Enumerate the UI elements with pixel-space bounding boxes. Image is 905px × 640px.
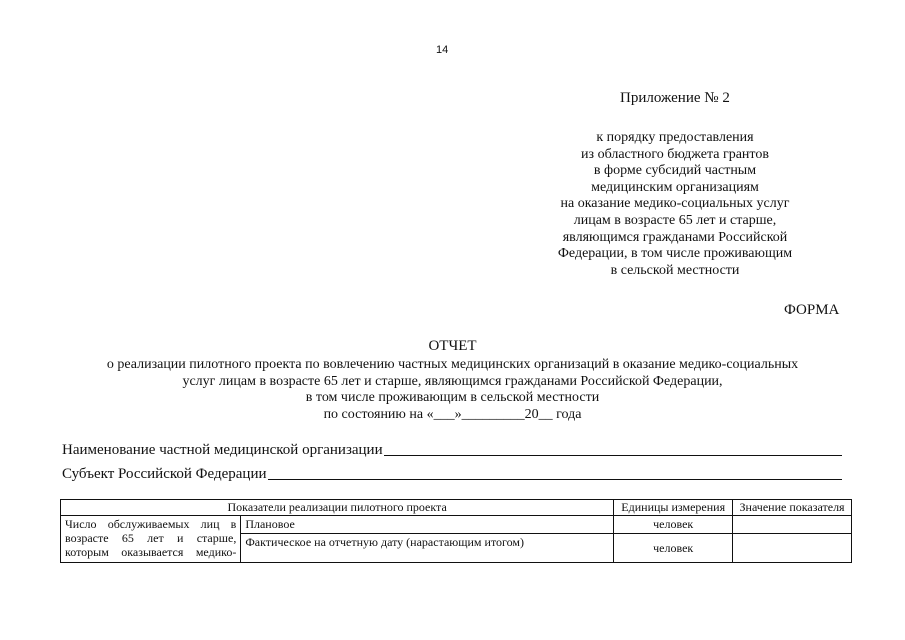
header-units: Единицы измерения xyxy=(614,500,733,516)
table-row xyxy=(61,516,852,534)
basis-line: лицам в возрасте 65 лет и старше, xyxy=(573,212,777,228)
org-name-field xyxy=(62,442,842,459)
row-label-planned: Плановое xyxy=(241,516,614,534)
basis-line: Федерации, в том числе проживающим xyxy=(557,246,793,262)
subject-field xyxy=(62,466,842,483)
appendix-heading: Приложение № 2 xyxy=(620,90,730,106)
group-label-line: возрасте 65 лет и старше, xyxy=(65,531,237,545)
group-label-cell xyxy=(61,516,241,563)
basis-line: в форме субсидий частным xyxy=(593,163,757,179)
row-unit-planned: человек xyxy=(614,516,733,534)
subtitle-line: о реализации пилотного проекта по вовлечению частных медицинских организаций в оказание медико-социальных xyxy=(106,357,799,372)
basis-line: к порядку предоставления xyxy=(596,130,754,145)
basis-line: медицинским организациям xyxy=(591,179,759,195)
row-label-actual: Фактическое на отчетную дату (нарастающим итогом) xyxy=(241,534,614,563)
subtitle-line: услуг лицам в возрасте 65 лет и старше, являющимся гражданами Российской Федерации, xyxy=(182,373,723,389)
subtitle-line: в том числе проживающим в сельской местности xyxy=(305,390,600,405)
report-subtitle xyxy=(40,357,865,423)
org-name-label: Наименование частной медицинской организации xyxy=(62,442,383,458)
page-number: 14 xyxy=(436,44,449,56)
indicators-table xyxy=(60,499,852,563)
basis-line: из областного бюджета грантов xyxy=(581,146,769,162)
group-label-line: Число обслуживаемых лиц в xyxy=(65,517,237,531)
report-title: ОТЧЕТ xyxy=(428,338,477,354)
subject-label: Субъект Российской Федерации xyxy=(62,466,267,482)
row-value-planned xyxy=(733,516,852,534)
subject-blank-line xyxy=(268,478,842,480)
header-value: Значение показателя xyxy=(733,500,852,516)
row-unit-actual: человек xyxy=(614,534,733,563)
basis-line: на оказание медико-социальных услуг xyxy=(560,196,790,212)
basis-line: в сельской местности xyxy=(610,262,740,278)
row-value-actual xyxy=(733,534,852,563)
appendix-basis-block xyxy=(520,130,830,279)
report-date-line: по состоянию на «___»_________20__ года xyxy=(323,406,582,422)
header-indicators: Показатели реализации пилотного проекта xyxy=(61,500,614,516)
form-label: ФОРМА xyxy=(784,302,840,318)
basis-line: являющимся гражданами Российской xyxy=(562,229,788,245)
group-label-line: которым оказывается медико- xyxy=(65,545,237,559)
org-name-blank-line xyxy=(384,454,842,456)
table-header-row xyxy=(61,500,852,516)
